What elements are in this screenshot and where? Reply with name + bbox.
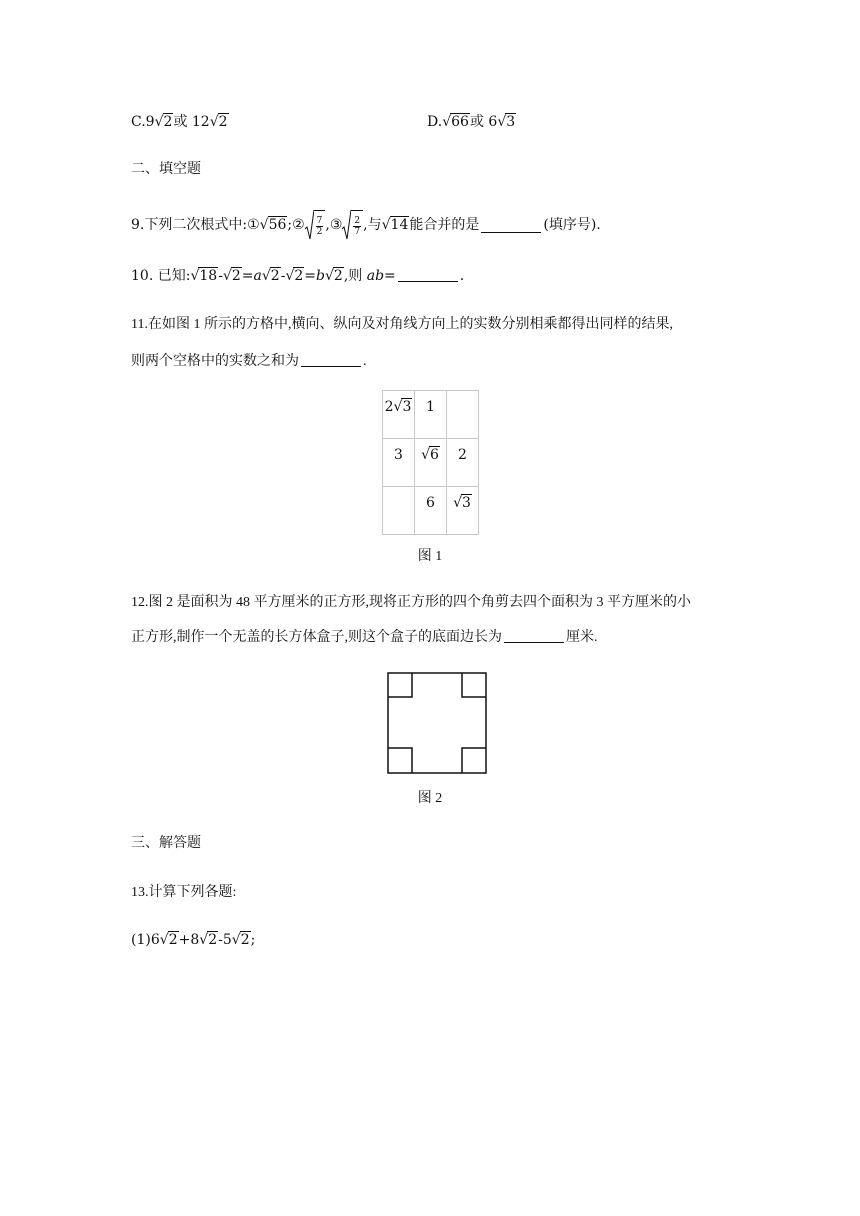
sqrt: √14	[381, 217, 409, 233]
option-c: C.9√2或 12√2	[131, 114, 228, 130]
answer-blank[interactable]	[481, 218, 541, 233]
sqrt-fraction: $\frac{2}{7}$	[342, 210, 363, 240]
question-9: 9.下列二次根式中: ① √56 ; ② $\frac{7}{2}$ , ③ $\frac{2}{7}$ ,与 √14 能合并的是 (填序号).	[131, 208, 601, 242]
answer-blank[interactable]	[301, 352, 361, 367]
answer-blank[interactable]	[398, 267, 458, 282]
question-12-line2: 正方形,制作一个无盖的长方体盒子,则这个盒子的底面边长为 厘米.	[131, 630, 598, 645]
sqrt: √2	[154, 114, 173, 130]
question-13-title: 13.计算下列各题:	[131, 885, 237, 900]
sqrt: √66	[442, 114, 469, 130]
question-11-line1: 11.在如图 1 所示的方格中,横向、纵向及对角线方向上的实数分别相乘都得出同样的结果,	[131, 317, 673, 332]
sqrt-fraction: $\frac{7}{2}$	[305, 210, 326, 240]
section-fill-in-title: 二、填空题	[131, 162, 201, 177]
grid-cell-blank[interactable]	[447, 391, 479, 439]
sqrt: √3	[497, 114, 516, 130]
box-net-figure	[387, 672, 487, 774]
figure-2-caption: 图 2	[417, 791, 443, 806]
magic-square-grid	[382, 390, 479, 535]
answer-blank[interactable]	[504, 628, 564, 643]
sqrt: √2	[209, 114, 228, 130]
question-11-line2: 则两个空格中的实数之和为 .	[131, 354, 367, 369]
sqrt: √2	[261, 268, 280, 284]
grid-cell: 2	[447, 439, 479, 487]
option-d: D.√66或 6√3	[427, 114, 516, 130]
sqrt: √2	[324, 268, 343, 284]
grid-cell: √3	[447, 487, 479, 535]
sqrt: √56	[259, 217, 287, 233]
figure-1-caption: 图 1	[417, 549, 443, 564]
grid-cell: 6	[415, 487, 447, 535]
grid-cell-blank[interactable]	[383, 487, 415, 535]
sqrt: √18	[190, 268, 218, 284]
grid-cell: 2√3	[383, 391, 415, 439]
question-12-line1: 12.图 2 是面积为 48 平方厘米的正方形,现将正方形的四个角剪去四个面积为 3 平方厘米的小	[131, 595, 691, 610]
sqrt: √2	[285, 268, 304, 284]
question-10: 10. 已知:√18-√2=a√2-√2=b√2,则 ab= .	[131, 268, 465, 284]
question-13-part-1: (1)6√2+8√2-5√2;	[131, 932, 256, 948]
grid-cell: 3	[383, 439, 415, 487]
grid-cell: √6	[415, 439, 447, 487]
sqrt: √2	[222, 268, 241, 284]
section-answer-title: 三、解答题	[131, 836, 201, 851]
grid-cell: 1	[415, 391, 447, 439]
